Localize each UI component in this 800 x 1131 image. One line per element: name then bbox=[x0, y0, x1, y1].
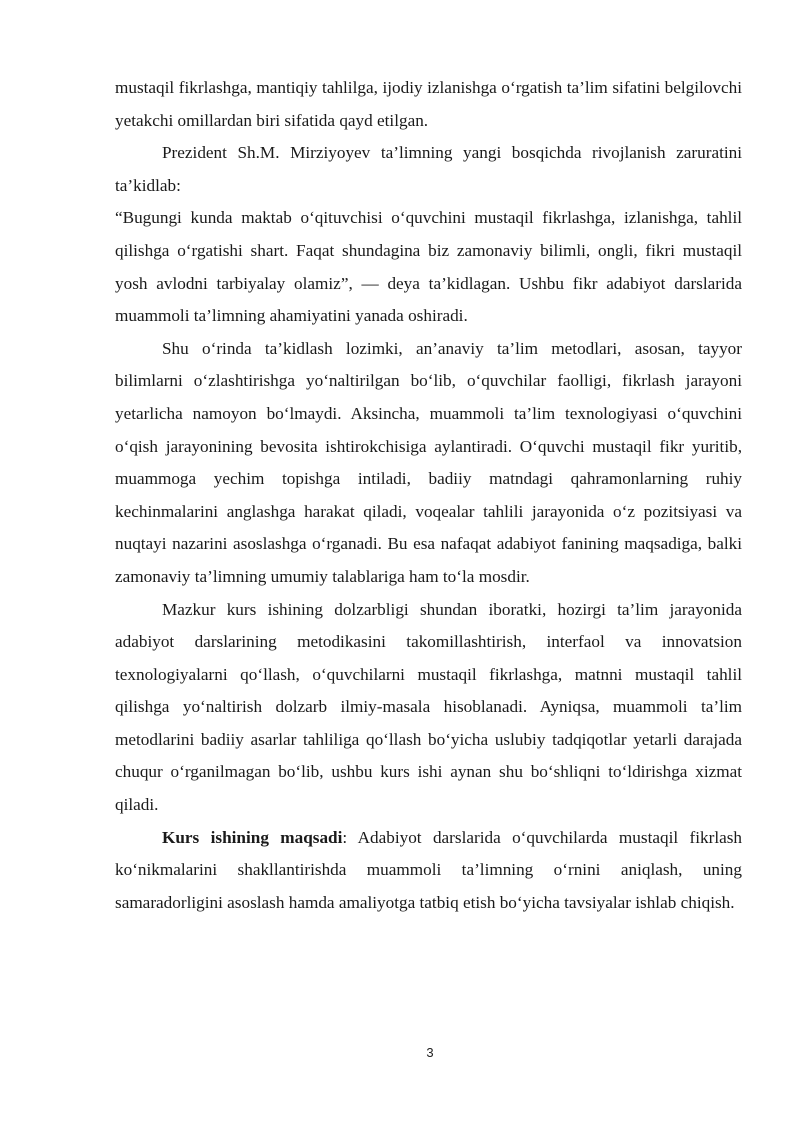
page-number: 3 bbox=[426, 1045, 434, 1060]
paragraph-text: : Adabiyot darslarida o‘quvchilarda mustaqil fikrlash ko‘nikmalarini shakllantirishda muammoli ta’limning o‘rnini aniqlash, uning samaradorligini asoslash hamda amaliyotga tatbiq etish bo‘yicha tavsiyalar ishlab chiqish. bbox=[115, 827, 742, 912]
quote-paragraph: “Bugungi kunda maktab o‘qituvchisi o‘quvchini mustaqil fikrlashga, izlanishga, tahlil qilishga o‘rgatishi shart. Faqat shundagina biz zamonaviy bilimli, ongli, fikri mustaqil yosh avlodni tarbiyalay olamiz”, — deya ta’kidlagan. Ushbu fikr adabiyot darslarida muammoli ta’limning ahamiyatini yanada oshiradi. bbox=[115, 208, 742, 326]
paragraph: Mazkur kurs ishining dolzarbligi shundan iboratki, hozirgi ta’lim jarayonida adabiyot darslarining metodikasini takomillashtirish, interfaol va innovatsion texnologiyalarni qo‘llash, o‘quvchilarni mustaqil fikrlashga, matnni mustaqil tahlil qilishga yo‘naltirish dolzarb ilmiy-masala hisoblanadi. Ayniqsa, muammoli ta’lim metodlarini badiiy asarlar tahliliga qo‘llash bo‘yicha uslubiy tadqiqotlar yetarli darajada chuqur o‘rganilmagan bo‘lib, ushbu kurs ishi aynan shu bo‘shliqni to‘ldirishga xizmat qiladi. bbox=[115, 599, 742, 815]
paragraph: mustaqil fikrlashga, mantiqiy tahlilga, ijodiy izlanishga o‘rgatish ta’lim sifatini belgilovchi yetakchi omillardan biri sifatida qayd etilgan. bbox=[115, 78, 742, 130]
paragraph: Shu o‘rinda ta’kidlash lozimki, an’anaviy ta’lim metodlari, asosan, tayyor bilimlarni o‘zlashtirishga yo‘naltirilgan bo‘lib, o‘quvchilar faolligi, fikrlash jarayoni yetarlicha namoyon bo‘lmaydi. Aksincha, muammoli ta’lim texnologiyasi o‘quvchini o‘qish jarayonining bevosita ishtirokchisiga aylantiradi. O‘quvchi mustaqil fikr yuritib, muammoga yechim topishga intiladi, badiiy matndagi qahramonlarning ruhiy kechinmalarini anglashga harakat qiladi, voqealar tahlili jarayonida o‘z pozitsiyasi va nuqtayi nazarini asoslashga o‘rganadi. Bu esa nafaqat adabiyot fanining maqsadiga, balki zamonaviy ta’limning umumiy talablariga ham to‘la mosdir. bbox=[115, 338, 742, 586]
bold-lead: Kurs ishining maqsadi bbox=[162, 827, 343, 847]
paragraph: Prezident Sh.M. Mirziyoyev ta’limning yangi bosqichda rivojlanish zaruratini ta’kidlab: bbox=[115, 143, 742, 195]
paragraph bbox=[115, 822, 742, 920]
body-text bbox=[115, 72, 742, 919]
